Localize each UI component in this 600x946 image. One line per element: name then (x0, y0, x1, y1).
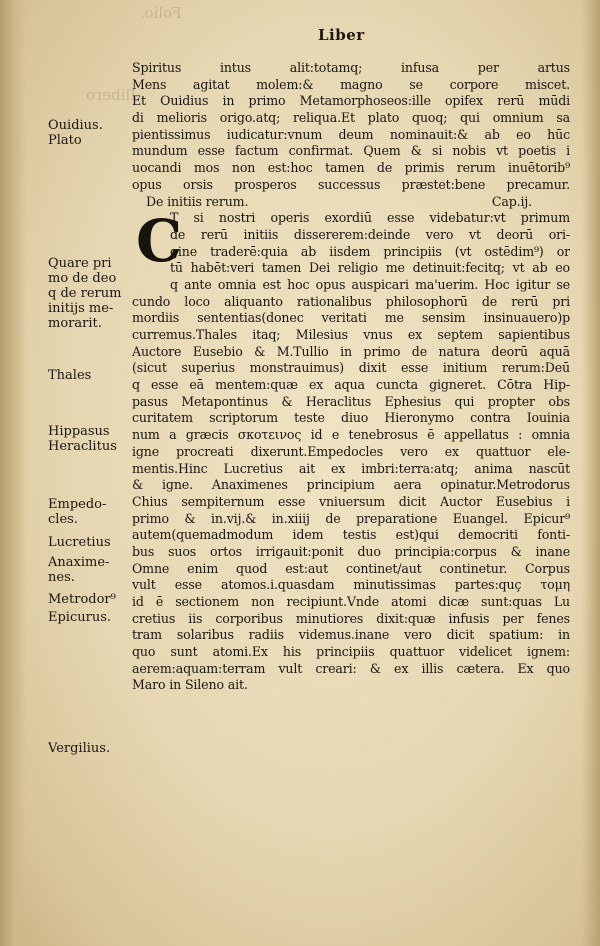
text-line: Auctore Eusebio & M.Tullio in primo de natura deorū aquā (132, 343, 570, 359)
margin-note-line: Quare pri (48, 256, 112, 271)
text-line: Mens agitat molem:& magno se corpore miscet. (132, 76, 570, 92)
margin-note (48, 497, 106, 527)
text-line: Spiritus intus alit:totamq; infusa per artus (132, 60, 570, 75)
margin-note-line: Thales (48, 368, 92, 383)
text-line: Maro in Sileno ait. (132, 677, 248, 693)
margin-note-line: Lucretius (48, 535, 111, 550)
text-line: cretius iis corporibus minutiores dixit:quæ infusis per fenes (132, 610, 570, 626)
margin-note (48, 741, 110, 756)
text-line: opus orsis prosperos successus præstet:bene precamur. (132, 176, 570, 192)
body-paragraph (132, 294, 570, 695)
text-line: cundo loco aliquanto rationalibus philosophorū de rerū pri (132, 293, 570, 309)
margin-note-line: cles. (48, 512, 78, 527)
text-line: primo & in.vij.& in.xiiij de preparatione Euangel. Epicur⁹ (132, 510, 570, 526)
margin-note-line: Vergilius. (48, 741, 111, 756)
text-line: mentis.Hinc Lucretius ait ex imbri:terra:atq; anima nascūt (132, 460, 570, 476)
text-line: Et Ouidius in primo Metamorphoseos:ille opifex rerū mūdi (132, 93, 570, 109)
margin-note-line: Ouidius. (48, 118, 103, 133)
text-line: T si nostri operis exordiū esse videbatur:vt primum (170, 210, 570, 226)
text-line: aerem:aquam:terram vult creari: & ex illis cætera. Ex quo (132, 660, 570, 676)
margin-note-line: Epicurus. (48, 610, 112, 625)
text-line: vult esse atomos.i.quasdam minutissimas partes:quç τομη (132, 577, 570, 593)
text-line: curremus.Thales itaq; Milesius vnus ex septem sapientibus (132, 327, 570, 342)
margin-note (48, 424, 117, 454)
margin-note-line: mo de deo (48, 271, 117, 286)
text-line: igne procreati dixerunt.Empedocles vero ex quattuor ele- (132, 443, 570, 459)
text-line: quo sunt atomi.Ex his principiis quattuor videlicet ignem: (132, 644, 570, 660)
text-line: & igne. Anaximenes principium aera opinatur.Metrodorus (132, 477, 570, 493)
chapter-title: De initiis rerum. (146, 193, 249, 209)
text-line: num a græcis σκοτεινος id e tenebrosus ē appellatus : omnia (132, 427, 570, 443)
text-line: de rerū initiis dissererem:deinde vero vt deorū ori- (170, 226, 570, 242)
text-line: uocandi mos non est:hoc tamen de primis rerum inuētorib⁹ (132, 160, 570, 176)
text-line: di melioris origo.atq; reliqua.Et plato quoq; qui omnium sa (132, 110, 570, 126)
margin-note (48, 118, 103, 148)
show-through-text: Folio. (140, 4, 182, 22)
margin-note (48, 610, 111, 625)
text-line: bus suos ortos irrigauit:ponit duo principia:corpus & inane (132, 543, 570, 559)
margin-note-line: Anaxime- (48, 555, 110, 570)
margin-note-line: Heraclitus (48, 439, 117, 454)
chapter-number: Cap.ij. (491, 193, 532, 209)
show-through-text: Ilibero (86, 86, 137, 104)
drop-cap-paragraph (132, 207, 570, 293)
text-line: (sicut superius monstrauimus) dixit esse initium rerum:Deū (132, 360, 570, 376)
margin-note (48, 256, 121, 331)
margin-note-line: Hippasus (48, 424, 110, 439)
text-line: q ante omnia est hoc opus auspicari ma'uerim. Hoc igitur se (170, 276, 570, 292)
margin-note (48, 592, 116, 607)
margin-note (48, 535, 111, 550)
text-line: Omne enim quod est:aut continet/aut continetur. Corpus (132, 560, 570, 576)
text-line: gine traderē:quia ab iisdem principiis (vt ostēdim⁹) or (170, 243, 570, 259)
text-line: id ē sectionem non recipiunt.Vnde atomi dicæ sunt:quas Lu (132, 594, 570, 609)
margin-note-line: Empedo- (48, 497, 107, 512)
running-head: Liber (318, 26, 365, 44)
chapter-heading (132, 194, 570, 211)
text-line: mundum esse factum confirmat. Quem & si nobis vt poetis i (132, 143, 570, 159)
drop-cap-initial: C (136, 207, 183, 276)
text-line: tram solaribus radiis videmus.inane vero dicit spatium: in (132, 627, 570, 643)
margin-note (48, 368, 91, 383)
margin-note-line: initijs me- (48, 301, 114, 316)
margin-note-line: Metrodor⁹ (48, 592, 116, 607)
margin-note-line: nes. (48, 570, 75, 585)
margin-note-line: q de rerum (48, 286, 122, 301)
text-line: q esse eā mentem:quæ ex aqua cuncta gigneret. Cōtra Hip- (132, 377, 570, 393)
text-line: tū habēt:veri tamen Dei religio me detinuit:fecitq; vt ab eo (170, 260, 570, 276)
margin-note-line: morarit. (48, 316, 102, 331)
margin-note (48, 555, 109, 585)
text-line: curitatem scriptorum teste diuo Hieronymo contra Iouinia (132, 410, 570, 426)
text-line: mordiis sententias(donec veritati me sensim insinuauero)p (132, 310, 570, 326)
text-line: pientissimus iudicatur:vnum deum nominauit:& ab eo hūc (132, 126, 570, 142)
main-text (132, 60, 570, 694)
intro-verse (132, 60, 570, 194)
text-line: Chius sempiternum esse vniuersum dicit Auctor Eusebius i (132, 493, 570, 509)
margin-note-line: Plato (48, 133, 82, 148)
text-line: pasus Metapontinus & Heraclitus Ephesius qui propter obs (132, 393, 570, 409)
text-line: autem(quemadmodum idem testis est)qui democriti fonti- (132, 527, 570, 543)
